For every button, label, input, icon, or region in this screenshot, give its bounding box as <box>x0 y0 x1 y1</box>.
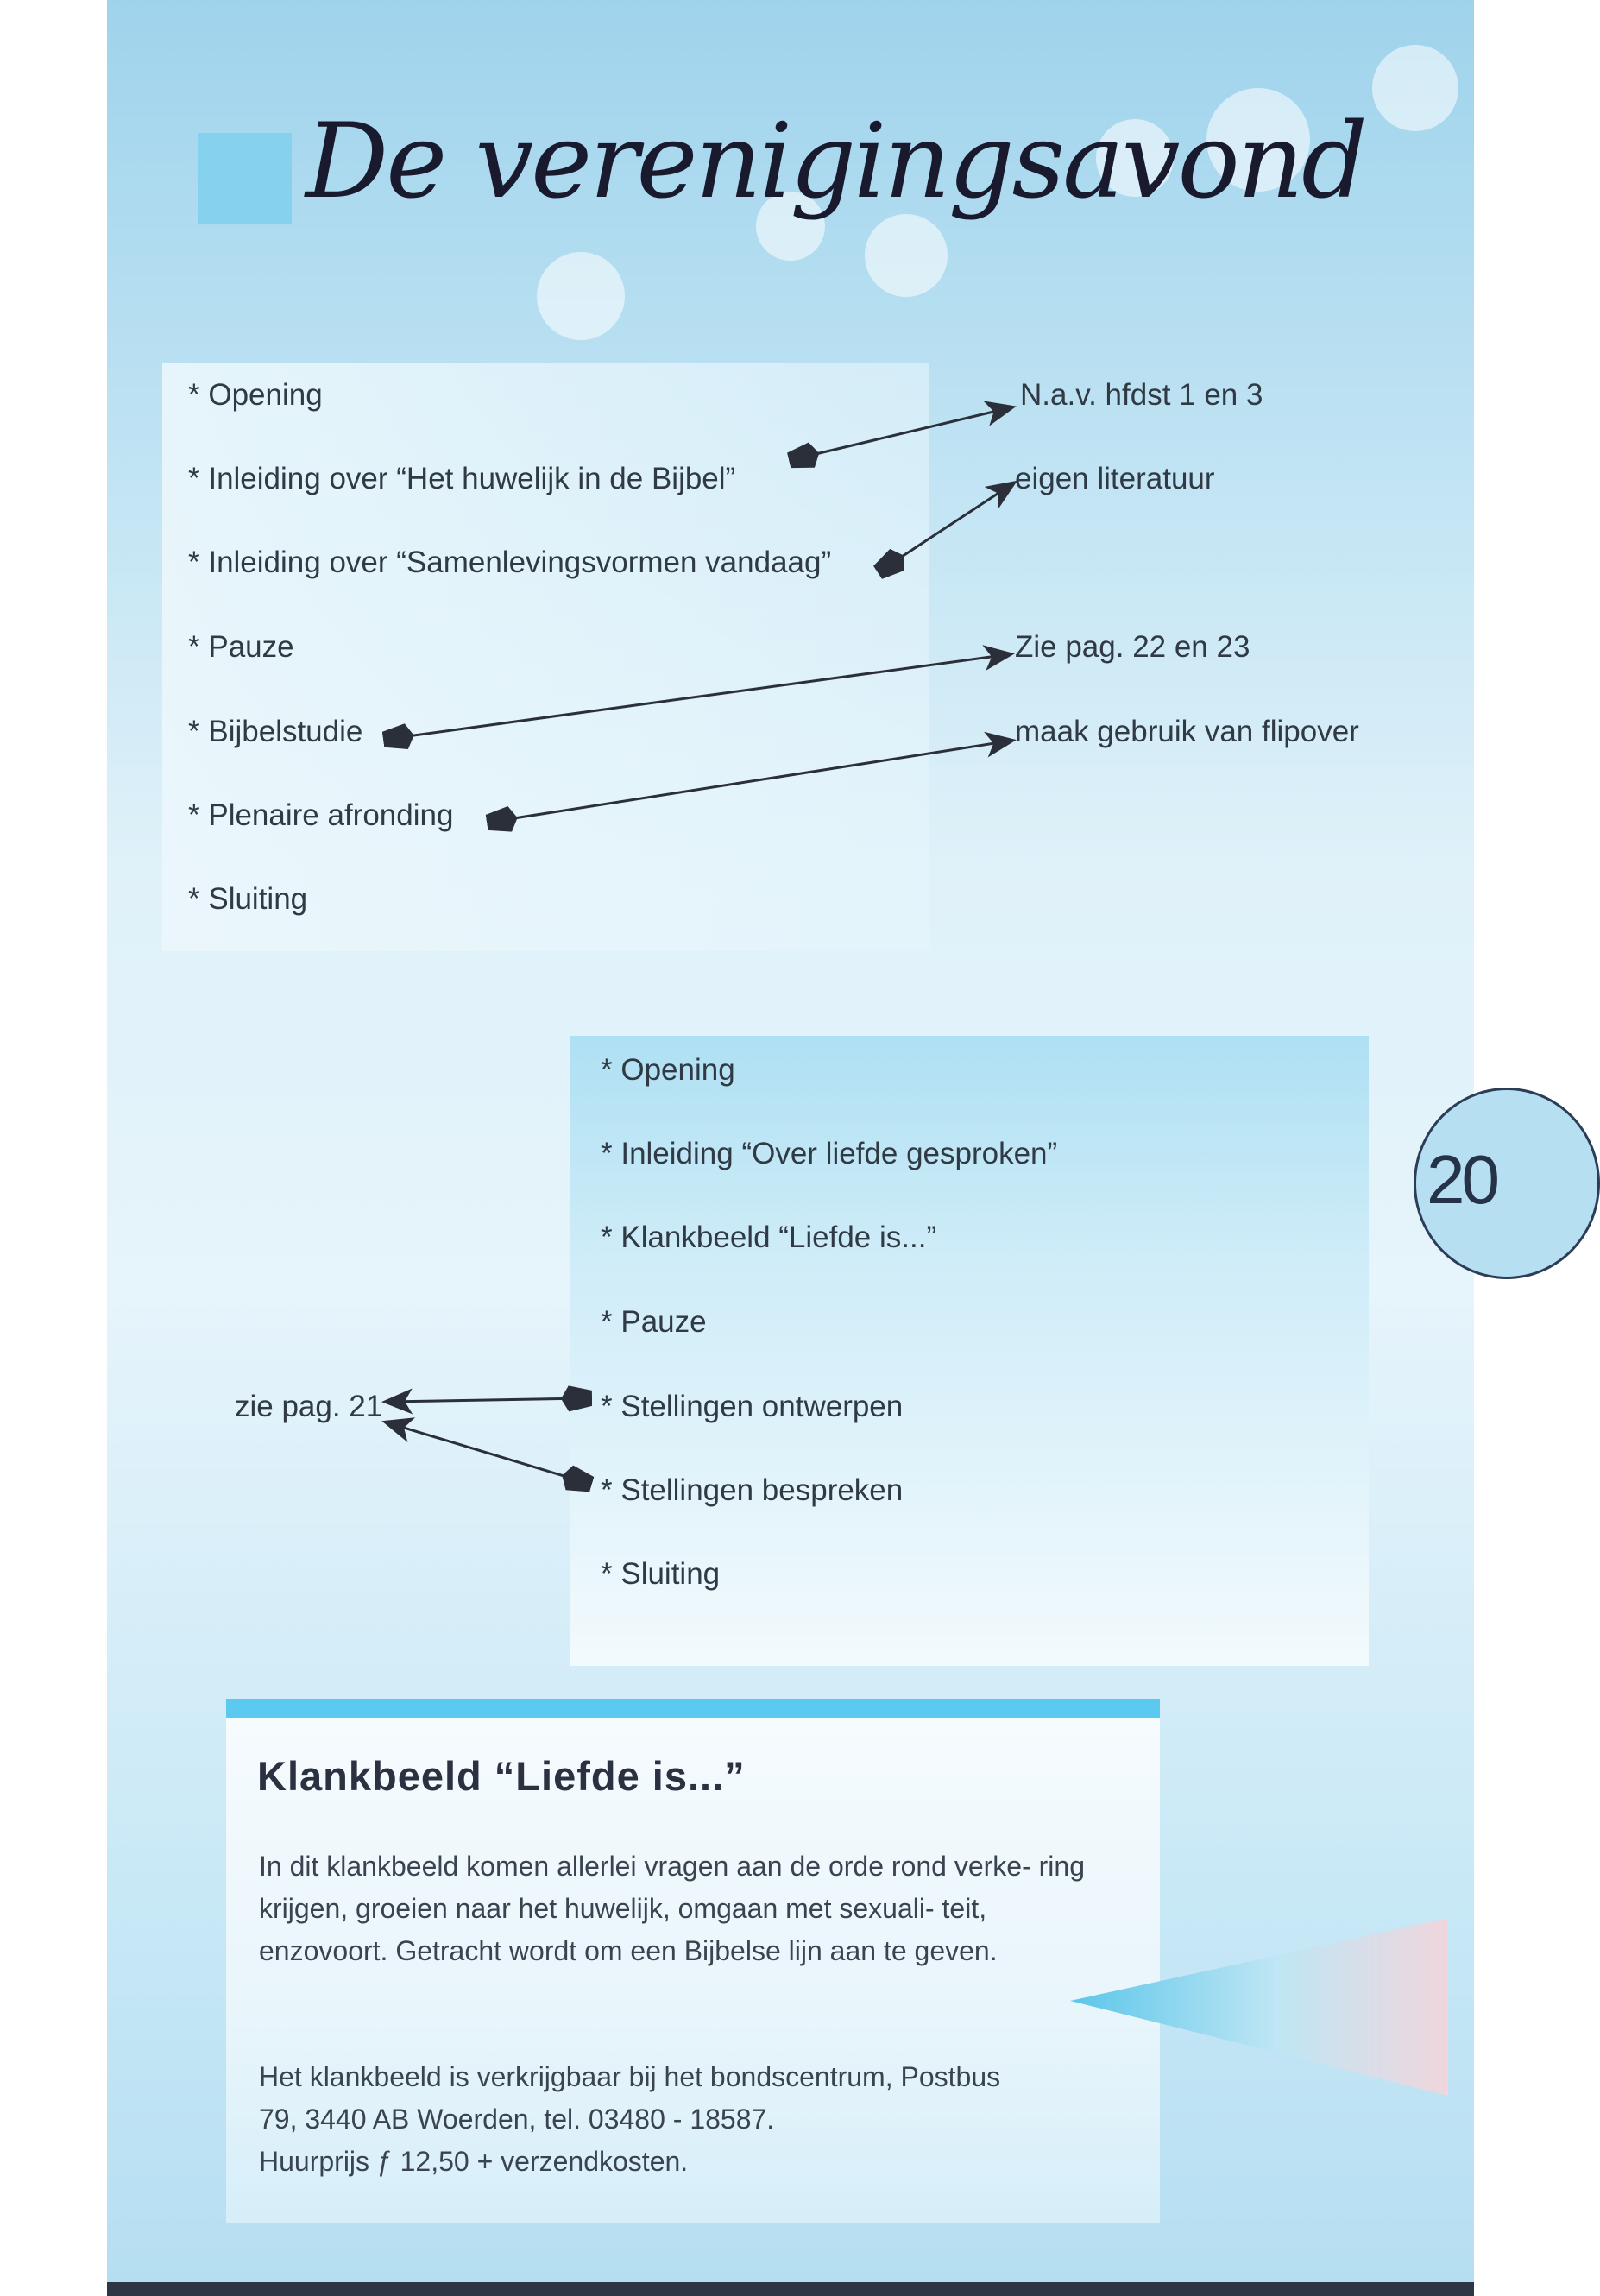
program-two-item: * Inleiding “Over liefde gesproken” <box>601 1137 1058 1170</box>
program-one-note: maak gebruik van flipover <box>1015 715 1359 748</box>
page <box>107 0 1496 2296</box>
page-title: De verenigingsavond <box>306 102 1365 222</box>
info-paragraph-line: Het klankbeeld is verkrijgbaar bij het bondscentrum, Postbus <box>259 2061 1001 2092</box>
program-one-item: * Inleiding over “Samenlevingsvormen vandaag” <box>188 546 832 579</box>
program-two-note: zie pag. 21 <box>235 1390 383 1423</box>
program-two-item: * Klankbeeld “Liefde is...” <box>601 1221 937 1254</box>
info-paragraph-line: Huurprijs ƒ 12,50 + verzendkosten. <box>259 2146 689 2177</box>
bottom-edge <box>107 2282 1474 2296</box>
program-two-item: * Stellingen bespreken <box>601 1473 904 1507</box>
program-one-note: Zie pag. 22 en 23 <box>1015 630 1250 664</box>
program-one-item: * Opening <box>188 378 323 412</box>
program-one-item: * Bijbelstudie <box>188 715 363 748</box>
program-two-item: * Stellingen ontwerpen <box>601 1390 904 1423</box>
info-paragraph-line: 79, 3440 AB Woerden, tel. 03480 - 18587. <box>259 2104 775 2135</box>
program-two-item: * Opening <box>601 1053 735 1087</box>
program-one-item: * Sluiting <box>188 882 308 916</box>
info-title: Klankbeeld “Liefde is...” <box>257 1753 746 1799</box>
program-one-item: * Inleiding over “Het huwelijk in de Bijbel” <box>188 462 736 495</box>
decor-triangle <box>107 0 1474 2296</box>
program-two-item: * Sluiting <box>601 1557 721 1591</box>
page-number: 20 <box>1427 1141 1496 1218</box>
program-one-note: N.a.v. hfdst 1 en 3 <box>1020 378 1263 412</box>
info-paragraph: In dit klankbeeld komen allerlei vragen aan de orde rond verke- ring krijgen, groeien naar het huwelijk, omgaan met sexuali- teit, enzovoort. Getracht wordt om een Bijbelse lijn aan te geven. <box>259 1851 1085 1966</box>
program-one-item: * Pauze <box>188 630 294 664</box>
program-one-item: * Plenaire afronding <box>188 798 454 832</box>
program-two-item: * Pauze <box>601 1305 707 1339</box>
program-one-note: eigen literatuur <box>1015 462 1215 495</box>
